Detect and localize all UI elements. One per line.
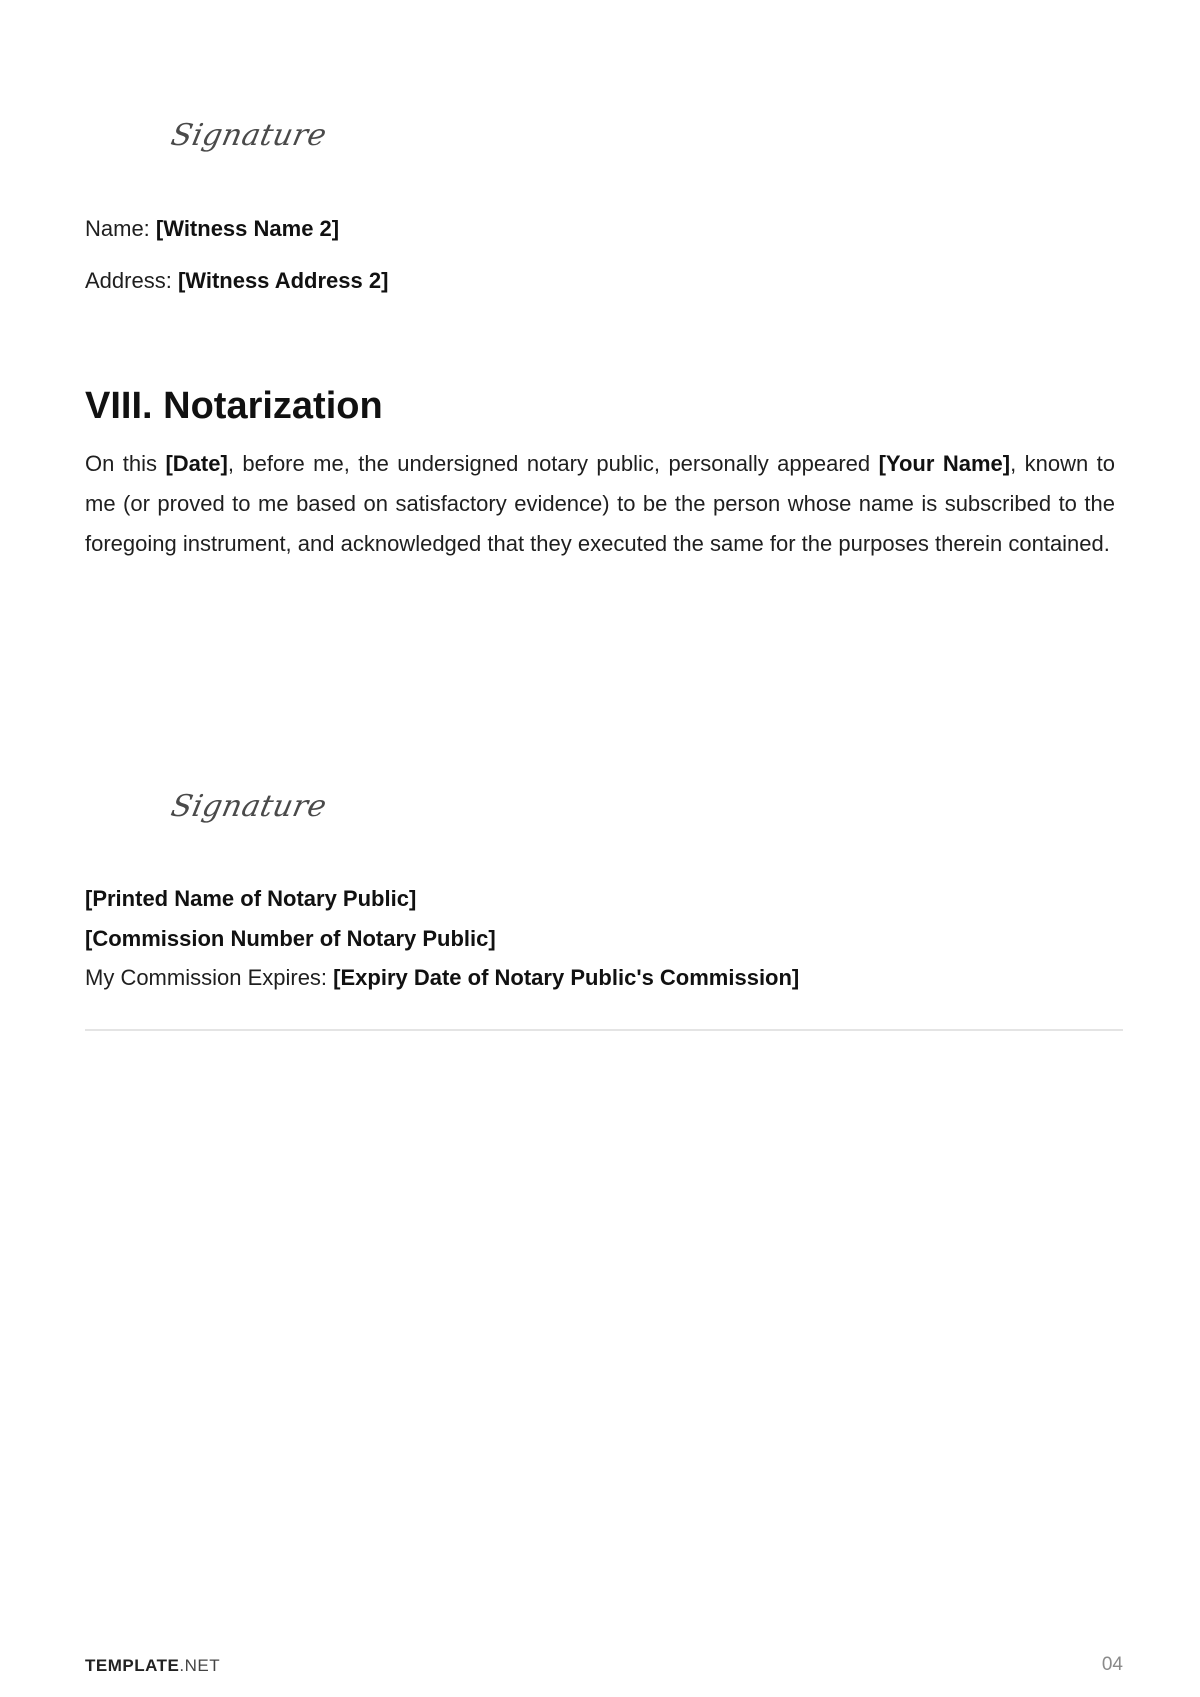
para-text-3: , known to me (or proved to me based on satisfactory evidence) to be the person whose name is subscribed to the foregoing instrument, and acknowledged that they executed the same for the purposes therein contained. <box>85 451 1116 556</box>
witness-address-line <box>85 266 388 296</box>
notary-commission-number <box>85 924 496 954</box>
section-heading: VIII. Notarization <box>85 385 383 427</box>
para-text-2: , before me, the undersigned notary public, personally appeared <box>227 451 879 476</box>
witness-address-value: [Witness Address 2] <box>177 268 389 293</box>
footer-brand-logo <box>85 1656 220 1676</box>
witness-name-label: Name: <box>85 216 156 241</box>
witness-name-line <box>85 214 339 244</box>
your-name-placeholder: [Your Name] <box>878 451 1011 476</box>
witness-address-label: Address: <box>85 268 178 293</box>
notary-signature: Signature <box>167 789 330 824</box>
footer-brand-rest: .NET <box>179 1656 221 1675</box>
notary-expiry-label: My Commission Expires: <box>85 965 334 990</box>
notary-commission-number-value: [Commission Number of Notary Public] <box>85 926 496 951</box>
witness-signature: Signature <box>167 118 330 153</box>
notary-expiry-value: [Expiry Date of Notary Public's Commission] <box>333 965 800 990</box>
date-placeholder: [Date] <box>165 451 228 476</box>
witness-name-value: [Witness Name 2] <box>155 216 340 241</box>
notary-expiry-line <box>85 963 799 993</box>
notarization-paragraph <box>85 444 1115 564</box>
para-text-1: On this <box>85 451 166 476</box>
notary-printed-name-value: [Printed Name of Notary Public] <box>85 886 417 911</box>
section-divider <box>85 1029 1123 1031</box>
notary-printed-name <box>85 884 416 914</box>
footer-brand-bold: TEMPLATE <box>85 1656 180 1675</box>
page-number: 04 <box>1101 1654 1123 1675</box>
